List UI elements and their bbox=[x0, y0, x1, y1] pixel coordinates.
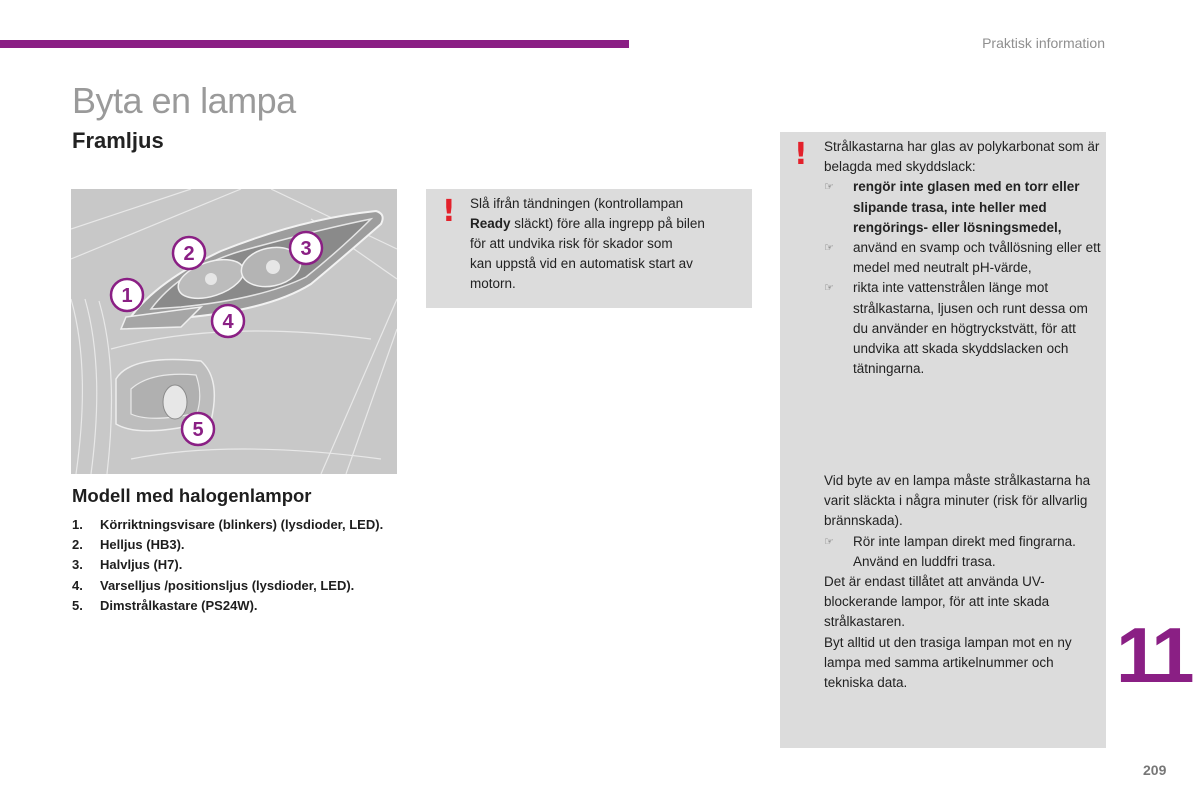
list-item bbox=[824, 532, 1104, 572]
lamp-change-para-3: Byt alltid ut den trasiga lampan mot en ny lampa med samma artikelnummer och tekniska data. bbox=[824, 634, 1072, 691]
list-item bbox=[72, 576, 392, 596]
item-label: Körriktningsvisare (blinkers) (lysdioder, LED). bbox=[100, 517, 384, 532]
warning-text bbox=[470, 194, 746, 294]
list-item bbox=[72, 515, 392, 535]
item-label: Halvljus (H7). bbox=[100, 557, 183, 573]
callout-1: 1 bbox=[121, 285, 133, 307]
item-number: 3. bbox=[72, 557, 83, 573]
item-number: 2. bbox=[72, 537, 83, 553]
warning-line-3: för att undvika risk för skador som bbox=[470, 236, 673, 251]
headlight-illustration bbox=[71, 189, 397, 474]
item-label: Helljus (HB3). bbox=[100, 537, 185, 553]
top-accent-bar bbox=[0, 40, 629, 48]
item-number: 5. bbox=[72, 597, 83, 613]
warning-icon: ! bbox=[794, 137, 808, 172]
list-item bbox=[72, 555, 392, 575]
warning-icon: ! bbox=[442, 194, 456, 229]
page-title: Byta en lampa bbox=[72, 80, 296, 121]
list-item bbox=[72, 535, 392, 555]
callout-5: 5 bbox=[192, 419, 204, 441]
care-item-text: rikta inte vattenstrålen länge mot strålkastarna, ljusen och runt dessa om du använder en högtryckstvätt, för att undvika att skada skyddslacken och tätningarna. bbox=[853, 280, 1088, 377]
lamp-change-text bbox=[824, 471, 1104, 693]
item-label: Dimstrålkastare (PS24W). bbox=[100, 597, 258, 613]
warning-line-1: Slå ifrån tändningen (kontrollampan bbox=[470, 196, 684, 211]
lamp-change-list bbox=[824, 532, 1104, 572]
care-list bbox=[824, 177, 1104, 379]
model-heading: Modell med halogenlampor bbox=[72, 485, 312, 506]
polycarbonate-text bbox=[824, 137, 1104, 379]
parts-list bbox=[72, 515, 392, 616]
care-item-text: använd en svamp och tvållösning eller ett medel med neutralt pH-värde, bbox=[853, 240, 1101, 276]
hand-pointer-icon: ☞ bbox=[824, 535, 834, 548]
page-number: 209 bbox=[1143, 762, 1167, 778]
chapter-number: 11 bbox=[1116, 611, 1191, 699]
list-item bbox=[824, 278, 1104, 379]
lamp-change-para-2: Det är endast tillåtet att använda UV-blockerande lampor, för att inte skada strålkastaren. bbox=[824, 574, 1050, 630]
hand-pointer-icon: ☞ bbox=[824, 282, 834, 295]
lamp-change-para-1: Vid byte av en lampa måste strålkastarna ha varit släckta i några minuter (risk för allvarlig brännskada). bbox=[824, 473, 1091, 529]
item-number: 1. bbox=[72, 517, 83, 532]
item-number: 4. bbox=[72, 577, 83, 593]
list-item bbox=[824, 238, 1104, 278]
callout-2: 2 bbox=[183, 243, 195, 265]
item-label: Varselljus /positionsljus (lysdioder, LED). bbox=[100, 577, 355, 593]
hand-pointer-icon: ☞ bbox=[824, 242, 834, 255]
callout-3: 3 bbox=[300, 238, 312, 260]
warning-line-5: motorn. bbox=[470, 276, 516, 291]
list-item bbox=[824, 177, 1104, 238]
hand-pointer-icon: ☞ bbox=[824, 181, 834, 194]
section-subtitle: Framljus bbox=[72, 128, 164, 153]
section-header: Praktisk information bbox=[982, 35, 1105, 51]
care-item-text: rengör inte glasen med en torr eller slipande trasa, inte heller med rengörings- eller lösningsmedel, bbox=[853, 179, 1080, 235]
list-item bbox=[72, 596, 392, 616]
lamp-change-item-text: Rör inte lampan direkt med fingrarna. Använd en luddfri trasa. bbox=[853, 533, 1076, 569]
callout-4: 4 bbox=[222, 311, 234, 333]
warning-line-2: släckt) före alla ingrepp på bilen bbox=[510, 216, 705, 231]
warning-line-4: kan uppstå vid en automatisk start av bbox=[470, 256, 693, 271]
headlight-drawing bbox=[71, 189, 397, 474]
polycarbonate-intro: Strålkastarna har glas av polykarbonat som är belagda med skyddslack: bbox=[824, 139, 1100, 175]
warning-box-polycarbonate bbox=[780, 132, 1106, 748]
warning-bold-word: Ready bbox=[470, 216, 511, 231]
warning-box-ignition bbox=[426, 189, 752, 308]
